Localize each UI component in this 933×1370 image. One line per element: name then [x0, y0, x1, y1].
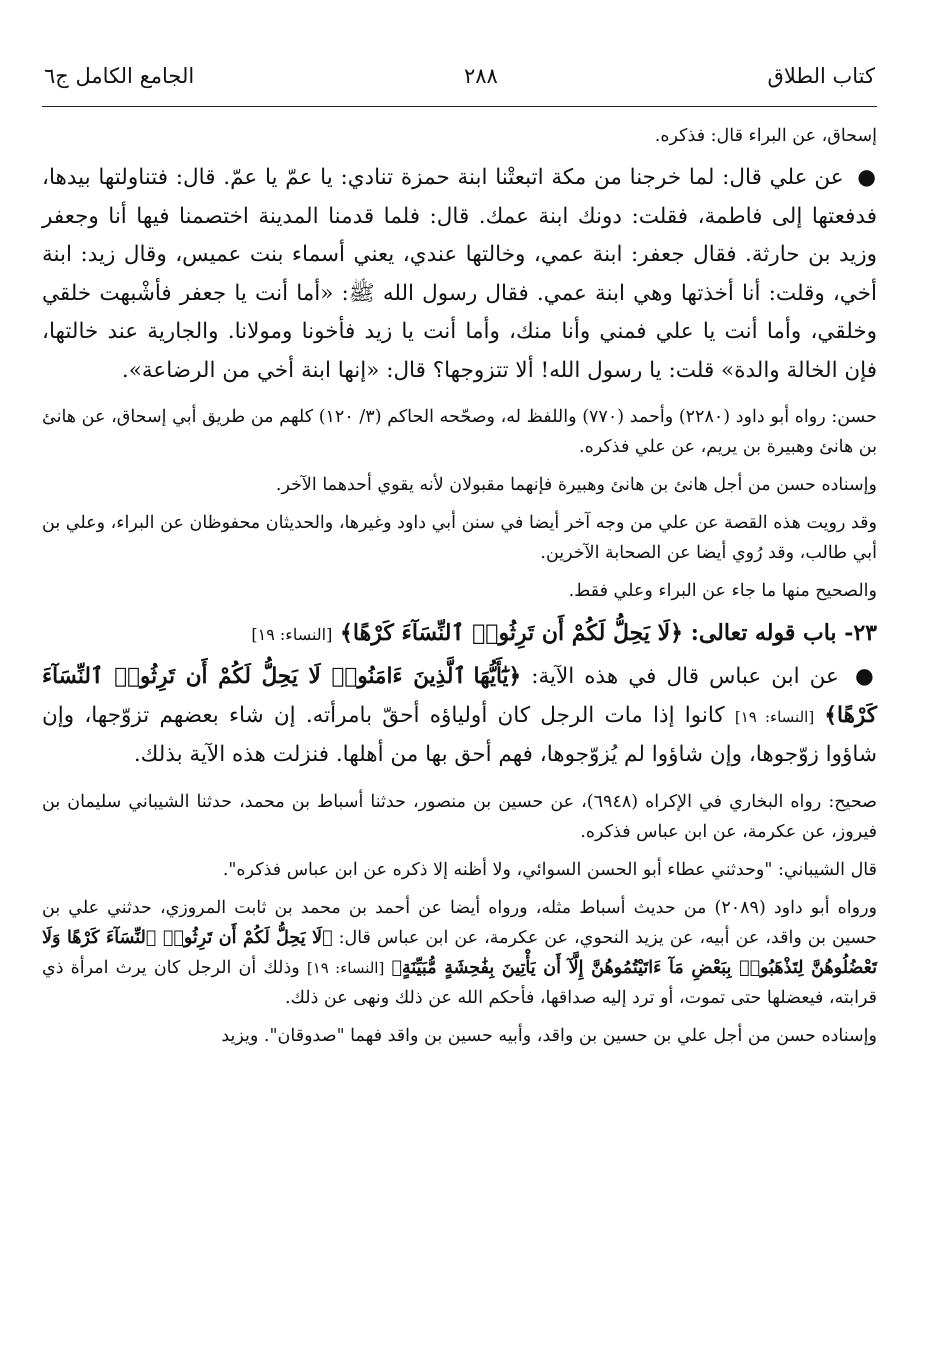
other-chains-paragraph: وقد رويت هذه القصة عن علي من وجه آخر أيضا في سنن أبي داود وغيرها، والحديثان محفوظان عن البراء، وعلي بن أبي طالب، وقد رُوي أيضا عن الصحابة الآخرين.: [42, 513, 877, 563]
chapter-title: ٢٣- باب قوله تعالى:: [690, 620, 877, 646]
header-divider: [42, 106, 877, 107]
abu-dawud-body: وذلك أن الرجل كان يرث امرأة ذي قرابته، فيعضلها حتى تموت، أو ترد إليه صداقها، فأحكم الله عن ذلك ونهى عن ذلك.: [42, 957, 877, 1008]
final-isnad-paragraph: وإسناده حسن من أجل علي بن حسين بن واقد، وأبيه حسين بن واقد فهما "صدوقان". ويزيد: [221, 1025, 877, 1046]
document-page: [42, 56, 877, 1059]
abu-dawud-verse: ﴿لَا يَحِلُّ لَكُمْ أَن تَرِثُوا۟ ٱلنِّسَآءَ كَرْهًا وَلَا تَعْضُلُوهُنَّ لِتَذْهَبُوا۟ بِبَعْضِ مَآ ءَاتَيْتُمُوهُنَّ إِلَّآ أَن يَأْتِينَ بِفَٰحِشَةٍ مُّبَيِّنَةٍ﴾: [42, 927, 877, 978]
abu-dawud-intro: ورواه أبو داود (٢٠٨٩) من حديث أسباط مثله، ورواه أيضا عن أحمد بن محمد بن ثابت المروزي، حدثني علي بن حسين بن واقد، عن أبيه، عن يزيد النحوي، عن عكرمة، عن ابن عباس قال:: [42, 897, 878, 948]
running-header: [42, 56, 877, 96]
bullet-icon: ●: [857, 165, 877, 190]
hadith-ibn-abbas-text: [42, 658, 877, 775]
chapter-quran-verse: ﴿لَا يَحِلُّ لَكُمْ أَن تَرِثُوا۟ ٱلنِّسَآءَ كَرْهًا﴾: [340, 620, 684, 646]
collection-title: الجامع الكامل ج٦: [44, 64, 195, 88]
abu-dawud-verse-reference: [النساء: ١٩]: [306, 958, 385, 977]
bullet-icon: ●: [854, 664, 877, 689]
hadith-ibn-abbas-verse-reference: [النساء: ١٩]: [734, 707, 815, 726]
hadith-ibn-abbas-body: كانوا إذا مات الرجل كان أولياؤه أحقّ بامرأته. إن شاء بعضهم تزوّجها، وإن شاؤوا زوّجوها، وإن شاؤوا لم يُزوّجوها، فهم أحق بها من أهلها. فنزلت هذه الآية بذلك.: [42, 702, 877, 767]
chapter-heading: [42, 614, 877, 654]
hadith-ali-body: عن علي قال: لما خرجنا من مكة اتبعتْنا ابنة حمزة تنادي: يا عمّ يا عمّ. قال: فتناولتها بيدها، فدفعتها إلى فاطمة، فقلت: دونك ابنة عمك. قال: فلما قدمنا المدينة اختصمنا فيها أنا وجعفر وزيد بن حارثة. فقال جعفر: ابنة عمي، وخالتها عندي، يعني أسماء بنت عميس، وقال زيد: ابنة أخي، وقلت: أنا أخذتها وهي ابنة عمي. فقال رسول الله ﷺ: «أما أنت يا جعفر فأشْبهت خلقي وخلقي، وأما أنت يا علي فمني وأنا منك، وأما أنت يا زيد فأخونا ومولانا. والجارية عند خالتها، فإن الخالة والدة» قلت: يا رسول الله! ألا تتزوجها؟ قال: «إنها ابنة أخي من الرضاعة».: [42, 165, 877, 383]
takhrij-paragraph: حسن: رواه أبو داود (٢٢٨٠) وأحمد (٧٧٠) واللفظ له، وصحّحه الحاكم (٣/ ١٢٠) كلهم من طريق أبي إسحاق، عن هانئ بن هانئ وهبيرة بن يريم، عن علي فذكره.: [42, 407, 877, 457]
paragraph-isnad-continuation: إسحاق، عن البراء قال: فذكره.: [654, 126, 877, 146]
sahih-note-paragraph: والصحيح منها ما جاء عن البراء وعلي فقط.: [568, 581, 877, 601]
shaybani-note-paragraph: قال الشيباني: "وحدثني عطاء أبو الحسن السوائي، ولا أظنه إلا ذكره عن ابن عباس فذكره".: [222, 859, 877, 880]
bukhari-takhrij-paragraph: صحيح: رواه البخاري في الإكراه (٦٩٤٨)، عن حسين بن منصور، حدثنا أسباط بن محمد، حدثنا الشيباني سليمان بن فيروز، عن عكرمة، عن ابن عباس فذكره.: [42, 791, 877, 842]
abu-dawud-paragraph: [42, 893, 877, 1013]
book-title: كتاب الطلاق: [767, 64, 875, 88]
isnad-note-paragraph: وإسناده حسن من أجل هانئ بن هانئ وهبيرة فإنهما مقبولان لأنه يقوي أحدهما الآخر.: [275, 475, 877, 495]
page-number: ٢٨٨: [463, 64, 498, 88]
hadith-ali-text: [42, 159, 877, 390]
hadith-ibn-abbas-intro: عن ابن عباس قال في هذه الآية:: [531, 664, 839, 689]
hadith-ibn-abbas-verse: ﴿يَٰٓأَيُّهَا ٱلَّذِينَ ءَامَنُوا۟ لَا يَحِلُّ لَكُمْ أَن تَرِثُوا۟ ٱلنِّسَآءَ كَرْهًا﴾: [42, 664, 878, 728]
chapter-verse-reference: [النساء: ١٩]: [251, 625, 333, 644]
